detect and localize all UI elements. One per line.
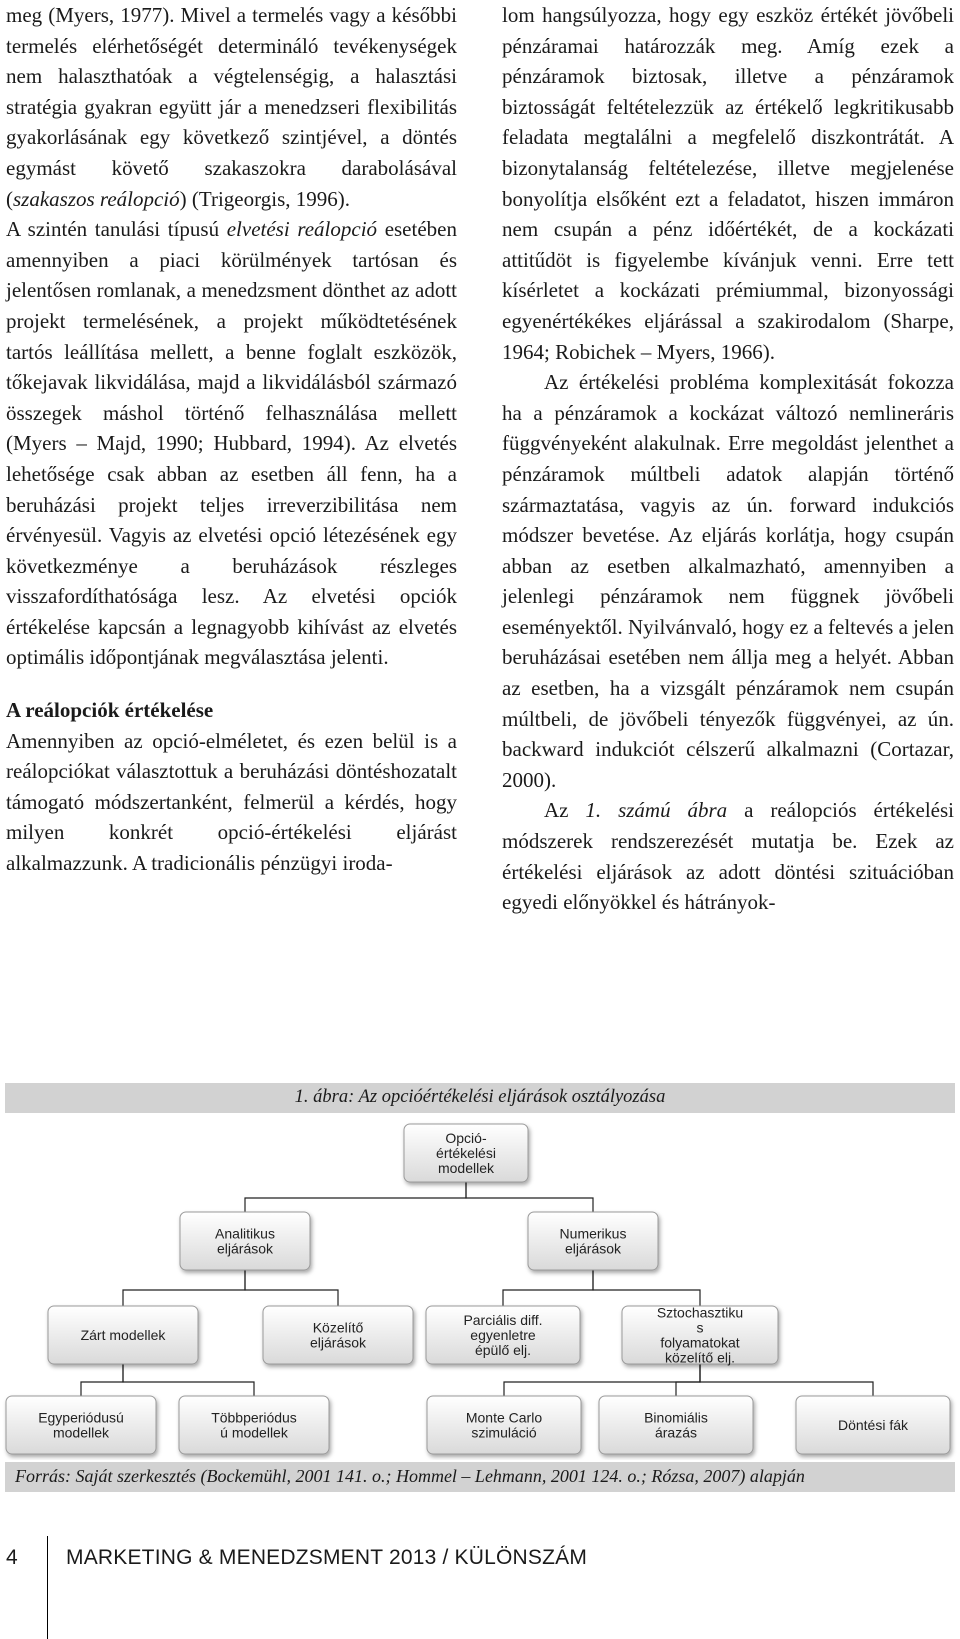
diagram-node-label: Egyperiódusú (38, 1409, 124, 1426)
diagram-node-label: Zárt modellek (80, 1327, 166, 1343)
journal-title: MARKETING & MENEDZSMENT 2013 / KÜLÖNSZÁM (66, 1546, 588, 1569)
diagram-node-label: Döntési fák (837, 1417, 909, 1433)
diagram-node-label: eljárások (564, 1240, 622, 1257)
diagram-node-label: szimuláció (471, 1424, 537, 1441)
diagram-node-label: folyamatokat (660, 1334, 740, 1351)
figure-caption-bar (5, 1083, 955, 1113)
diagram-node-label: Sztochasztiku (656, 1304, 744, 1321)
diagram-node-tree (796, 1396, 950, 1454)
diagram-node-binomial (599, 1396, 753, 1454)
right-paragraph-3 (502, 795, 954, 917)
diagram-node-label: modellek (52, 1424, 110, 1441)
diagram-node-approx (263, 1306, 413, 1364)
diagram-node-label: modellek (437, 1160, 495, 1176)
diagram-node-label: Többperiódus (211, 1409, 297, 1426)
option-valuation-diagram (0, 1120, 960, 1460)
section-heading: A reálopciók értékelése (6, 698, 214, 723)
diagram-node-label: Opció- (445, 1130, 487, 1146)
figure-reference: 1. számú ábra (585, 798, 728, 823)
right-paragraph-2: Az értékelési probléma komplexitását fokozza ha a pénzáramok a kockázat változó nemlineráris függvényeként alakulnak. Erre megoldást jelenthet a pénzáramok múltbeli adatok alapján történő származtatása, vagyis az ún. forward indukciós módszer bevetése. Az eljárás korlátja, hogy csupán abban az esetben alkalmazható, amennyiben a jelenlegi pénzáramok nem függnek jövőbeli eseményektől. Nyilvánvaló, hogy ez a feltevés a jelen beruházásai esetében nem állja meg a helyét. Abban az esetben, ha a vizsgált pénzáramok nem csupán múltbeli, de jövőbeli tényezők függvényei, az ún. backward indukciót célszerű alkalmazni (Cortazar, 2000). (502, 370, 954, 792)
diagram-node-stochastic (622, 1305, 778, 1366)
diagram-node-single (6, 1396, 156, 1454)
left-paragraph-1 (6, 0, 457, 214)
text-span: meg (Myers, 1977). Mivel a termelés vagy a későbbi termelés elérhetőségét determináló tevékenységek nem halaszthatóak a végtelenségig, a halasztási stratégia gyakran együtt jár a menedzseri flexibilitás gyakorlásának egy következő szintjével, a döntés egymást követő szakaszokra darabolásával ( (6, 3, 457, 211)
diagram-node-label: épülő elj. (474, 1342, 532, 1358)
right-paragraph-1: lom hangsúlyozza, hogy egy eszköz értékét jövőbeli pénzáramai határozzák meg. Amíg ezek a pénzáramok biztosak, illetve a pénzáramok biztosságát feltételezzük az értékelő legkritikusabb feladata megtalálni a megfelelő diszkontrátát. A bizonytalanság feltételezése, illetve megjelenése bonyolítja elsőként ezt a feladatot, hiszen immáron nem csupán a pénz időértékét, de a kockázati attitűdöt is figyelembe kívánjuk venni. Erre tett kísérletet a kockázati prémiummal, bizonyossági egyenértékékes eljárással a szakirodalom (Sharpe, 1964; Robichek – Myers, 1966). (502, 3, 954, 364)
page-number: 4 (6, 1546, 18, 1569)
diagram-node-root (404, 1124, 528, 1182)
diagram-node-multi (179, 1396, 329, 1454)
diagram-node-label: ú modellek (220, 1424, 288, 1441)
diagram-node-label: Numerikus (559, 1225, 627, 1242)
diagram-node-label: eljárások (216, 1240, 274, 1257)
diagram-node-label: értékelési (436, 1145, 496, 1161)
text-span: a reálopciós értékelési módszerek rendszerezését mutatja be. Ezek az értékelési eljárások az adott döntési szituációban egyedi előnyökkel és hátrányok- (502, 798, 954, 915)
term-szakaszos: szakaszos reálopció (13, 186, 180, 211)
diagram-node-label: Binomiális (644, 1409, 708, 1426)
term-elvetesi: elvetési reálopció (226, 217, 378, 242)
left-paragraph-2 (6, 214, 457, 673)
diagram-node-label: eljárások (309, 1334, 367, 1351)
text-span: esetében amennyiben a piaci körülmények tartósan és jelentősen romlanak, a menedzsment dönthet az adott projekt termelésének, a projekt működtetésének tartós leállítása mellett, a benne foglalt eszközök, tőkejavak likvidálása, majd a likvidálásból származó összegek máshol történő felhasználása mellett (Myers – Majd, 1990; Hubbard, 1994). Az elvetés lehetősége csak abban az esetben áll fenn, ha a beruházási projekt teljes irreverzibilitása nem érvényesül. Vagyis az elvetési opció létezésének egy következménye a beruházások részleges visszafordíthatósága lesz. Az elvetési opciók értékelése kapcsán a legnagyobb kihívást az elvetés optimális időpontjának megválasztása jelenti. (6, 217, 457, 670)
left-paragraph-3: Amennyiben az opció-elméletet, és ezen belül is a reálopciókat választottuk a beruházási döntéshozatalt támogató módszertanként, felmerül a kérdés, hogy milyen konkrét opció-értékelési eljárást alkalmazzunk. A tradicionális pénzügyi iroda- (6, 728, 457, 876)
diagram-node-label: közelítő elj. (664, 1349, 736, 1366)
right-column (502, 0, 954, 918)
diagram-node-label: Közelítő (312, 1319, 364, 1336)
text-span: Az (544, 798, 586, 823)
diagram-node-montecarlo (427, 1396, 581, 1454)
figure-source-bar (5, 1462, 955, 1492)
diagram-node-partial (426, 1306, 580, 1364)
diagram-node-numeric (528, 1212, 658, 1270)
diagram-node-analytic (180, 1212, 310, 1270)
figure-source: Forrás: Saját szerkesztés (Bockemühl, 2001 141. o.; Hommel – Lehmann, 2001 124. o.; Rózsa, 2007) alapján (15, 1466, 805, 1486)
diagram-node-label: Parciális diff. (463, 1312, 543, 1328)
left-column (6, 0, 457, 879)
figure-caption: 1. ábra: Az opcióértékelési eljárások osztályozása (294, 1087, 666, 1107)
text-span: ) (Trigeorgis, 1996). (179, 186, 350, 211)
footer-divider (47, 1536, 48, 1639)
diagram-node-label: s (696, 1319, 704, 1336)
diagram-node-label: árazás (654, 1424, 698, 1441)
diagram-node-label: Analitikus (215, 1225, 275, 1242)
diagram-node-label: Monte Carlo (465, 1409, 543, 1426)
text-span: A szintén tanulási típusú (6, 217, 227, 242)
diagram-node-label: egyenletre (470, 1327, 536, 1343)
diagram-node-closed (48, 1306, 198, 1364)
